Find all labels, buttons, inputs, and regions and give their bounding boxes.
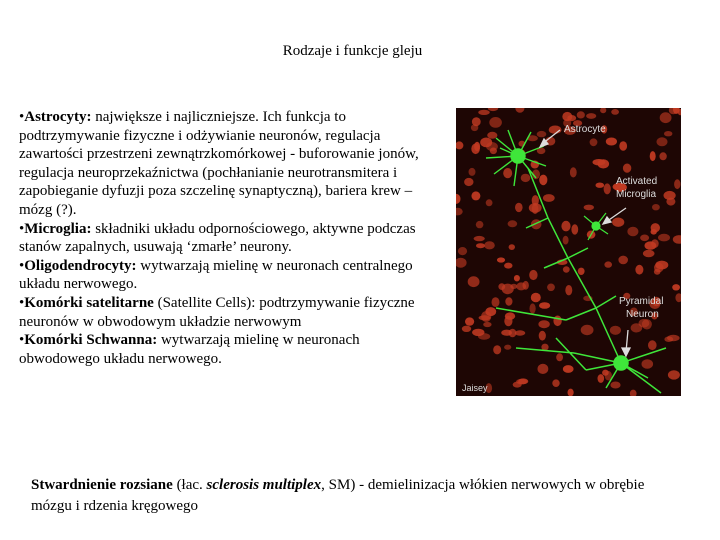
term-description: największe i najliczniejsze. Ich funkcja to podtrzymywanie fizyczne i odżywianie neuronów, regulacja zawartości przestrzeni zewnątrzkomórkowej - buforowanie jonów, regulacja neuroprzekaźnictwa (pochłanianie neurotransmitera i zapobieganie dyfuzji poza szczelinę synaptyczną), bariera krew – mózg (?). bbox=[19, 109, 419, 218]
cell-nucleus bbox=[529, 270, 537, 280]
cell-nucleus bbox=[664, 131, 672, 136]
cell-nucleus bbox=[503, 168, 512, 178]
cell-nucleus bbox=[674, 179, 680, 189]
cell-nucleus bbox=[623, 164, 631, 173]
cell-nucleus bbox=[472, 329, 484, 336]
cell-nucleus bbox=[505, 312, 515, 319]
cell-nucleus bbox=[570, 167, 577, 177]
cell-nucleus bbox=[521, 174, 531, 182]
cell-nucleus bbox=[668, 370, 680, 379]
cell-nucleus bbox=[651, 229, 657, 235]
glia-types-list bbox=[19, 108, 439, 368]
cell-nucleus bbox=[578, 268, 585, 275]
cell-nucleus bbox=[642, 359, 654, 369]
cell-nucleus bbox=[657, 137, 668, 146]
bullet: • bbox=[19, 257, 25, 274]
list-item-astrocytes bbox=[19, 108, 439, 220]
cell-nucleus bbox=[586, 113, 596, 119]
cell-nucleus bbox=[476, 221, 484, 228]
label-neuron-line1: Pyramidal bbox=[619, 296, 664, 307]
footer-paren-rest: , SM) bbox=[321, 477, 356, 493]
cell-nucleus bbox=[553, 316, 561, 327]
list-item-microglia bbox=[19, 220, 439, 257]
cell-nucleus bbox=[530, 303, 536, 313]
cell-nucleus bbox=[571, 224, 578, 234]
cell-nucleus bbox=[483, 322, 491, 327]
cell-nucleus bbox=[584, 205, 594, 211]
cell-nucleus bbox=[465, 317, 474, 325]
footer-description: - demielinizacja włókien nerwowych w obrębie mózgu i rdzenia kręgowego bbox=[31, 477, 645, 514]
cell-nucleus bbox=[563, 266, 570, 272]
cell-nucleus bbox=[493, 345, 501, 354]
cell-nucleus bbox=[539, 175, 547, 186]
cell-nucleus bbox=[611, 109, 619, 115]
cell-nucleus bbox=[462, 326, 471, 332]
footer-latin-name: sclerosis multiplex bbox=[206, 477, 322, 493]
list-item-oligodendrocytes bbox=[19, 257, 439, 294]
glia-micrograph bbox=[456, 108, 681, 396]
cell-nucleus bbox=[643, 250, 655, 258]
cell-nucleus bbox=[508, 220, 518, 227]
cell-nucleus bbox=[664, 191, 676, 200]
cell-nucleus bbox=[658, 234, 670, 242]
cell-nucleus bbox=[552, 379, 559, 387]
cell-nucleus bbox=[458, 247, 467, 255]
cell-nucleus bbox=[581, 325, 594, 335]
cell-nucleus bbox=[469, 168, 476, 176]
term-label: Komórki satelitarne bbox=[24, 294, 154, 311]
cell-nucleus bbox=[498, 283, 505, 290]
cell-nucleus bbox=[505, 297, 512, 305]
cell-nucleus bbox=[563, 236, 569, 245]
cell-nucleus bbox=[474, 142, 480, 151]
cell-nucleus bbox=[650, 151, 656, 161]
cell-nucleus bbox=[604, 183, 611, 194]
footer-term: Stwardnienie rozsiane bbox=[31, 477, 173, 493]
cell-nucleus bbox=[471, 191, 480, 200]
cell-nucleus bbox=[652, 204, 660, 210]
bullet: • bbox=[19, 294, 25, 311]
cell-nucleus bbox=[471, 124, 478, 131]
cell-nucleus bbox=[509, 244, 515, 250]
term-description: wytwarzają mielinę w neuronach centralnego układu nerwowego. bbox=[19, 257, 413, 293]
cell-nucleus bbox=[489, 117, 502, 128]
term-label: Oligodendrocyty: bbox=[24, 257, 137, 274]
cell-nucleus bbox=[468, 276, 480, 287]
cell-nucleus bbox=[539, 331, 546, 341]
cell-nucleus bbox=[577, 111, 585, 118]
cell-nucleus bbox=[481, 311, 491, 322]
term-label: Astrocyty: bbox=[24, 109, 92, 125]
bullet: • bbox=[19, 332, 25, 349]
cell-nucleus bbox=[590, 138, 598, 146]
cell-nucleus bbox=[648, 340, 657, 350]
cell-nucleus bbox=[504, 345, 511, 350]
cell-nucleus bbox=[667, 335, 680, 341]
cell-nucleus bbox=[596, 183, 605, 188]
cell-nucleus bbox=[556, 353, 563, 361]
term-description: (Satellite Cells): podtrzymywanie fizyczne neuronów w obwodowym układzie nerwowym bbox=[19, 294, 415, 330]
cell-nucleus bbox=[529, 203, 542, 213]
cell-nucleus bbox=[538, 320, 549, 328]
cell-nucleus bbox=[464, 178, 473, 186]
cell-nucleus bbox=[478, 110, 490, 115]
cell-nucleus bbox=[504, 263, 512, 269]
cell-nucleus bbox=[531, 293, 541, 303]
cell-nucleus bbox=[562, 112, 572, 121]
cell-nucleus bbox=[612, 218, 624, 227]
cell-nucleus bbox=[474, 236, 485, 241]
cell-nucleus bbox=[606, 138, 617, 146]
cell-nucleus bbox=[635, 265, 643, 275]
cell-nucleus bbox=[501, 330, 512, 336]
cell-nucleus bbox=[543, 194, 555, 202]
term-label: Komórki Schwanna: bbox=[24, 332, 158, 349]
cell-nucleus bbox=[513, 382, 522, 388]
cell-nucleus bbox=[618, 256, 628, 265]
label-astrocyte: Astrocyte bbox=[564, 124, 606, 135]
cell-nucleus bbox=[610, 326, 621, 335]
footer-paren-open: (łac. bbox=[172, 477, 207, 493]
cell-nucleus bbox=[539, 302, 550, 309]
cell-nucleus bbox=[510, 284, 517, 289]
term-description: składniki układu odpornościowego, aktywne podczas stanów zapalnych, usuwają ‘zmarłe’ neurony. bbox=[19, 220, 416, 256]
cell-nucleus bbox=[598, 374, 605, 383]
cell-nucleus bbox=[660, 112, 672, 123]
cell-nucleus bbox=[563, 365, 574, 373]
micrograph-svg bbox=[456, 108, 681, 396]
cell-nucleus bbox=[610, 382, 620, 389]
cell-nucleus bbox=[516, 282, 526, 290]
bullet: • bbox=[19, 109, 25, 125]
cell-nucleus bbox=[672, 284, 680, 290]
cell-nucleus bbox=[486, 142, 498, 151]
cell-nucleus bbox=[492, 297, 500, 307]
cell-nucleus bbox=[593, 159, 606, 165]
image-credit: Jaisey bbox=[462, 383, 488, 393]
cell-nucleus bbox=[514, 275, 520, 281]
cell-nucleus bbox=[484, 241, 495, 249]
term-description: wytwarzają mielinę w neuronach obwodowego układu nerwowego. bbox=[19, 332, 360, 367]
term-label: Microglia: bbox=[24, 220, 92, 237]
cell-nucleus bbox=[619, 141, 627, 151]
bullet: • bbox=[19, 220, 25, 237]
cell-nucleus bbox=[654, 263, 664, 273]
label-microglia-line1: Activated bbox=[616, 176, 658, 187]
cell-nucleus bbox=[645, 241, 657, 249]
cell-nucleus bbox=[487, 132, 497, 139]
cell-nucleus bbox=[631, 323, 643, 332]
cell-nucleus bbox=[640, 235, 649, 242]
cell-nucleus bbox=[497, 257, 505, 262]
cell-nucleus bbox=[476, 243, 485, 248]
list-item-satellite-cells bbox=[19, 294, 439, 331]
cell-nucleus bbox=[627, 227, 638, 237]
cell-nucleus bbox=[659, 152, 666, 160]
cell-nucleus bbox=[547, 284, 555, 292]
cell-nucleus bbox=[604, 261, 612, 267]
cell-nucleus bbox=[486, 199, 493, 206]
cell-nucleus bbox=[538, 364, 549, 374]
cell-nucleus bbox=[565, 285, 572, 295]
label-neuron-line2: Neuron bbox=[626, 309, 659, 320]
list-item-schwann-cells bbox=[19, 331, 439, 368]
footer-note bbox=[31, 475, 681, 517]
cell-nucleus bbox=[537, 131, 547, 137]
cell-nucleus bbox=[515, 203, 523, 212]
cell-nucleus bbox=[561, 221, 570, 232]
slide-title: Rodzaje i funkcje gleju bbox=[282, 43, 423, 59]
label-microglia-line2: Microglia bbox=[616, 189, 657, 200]
